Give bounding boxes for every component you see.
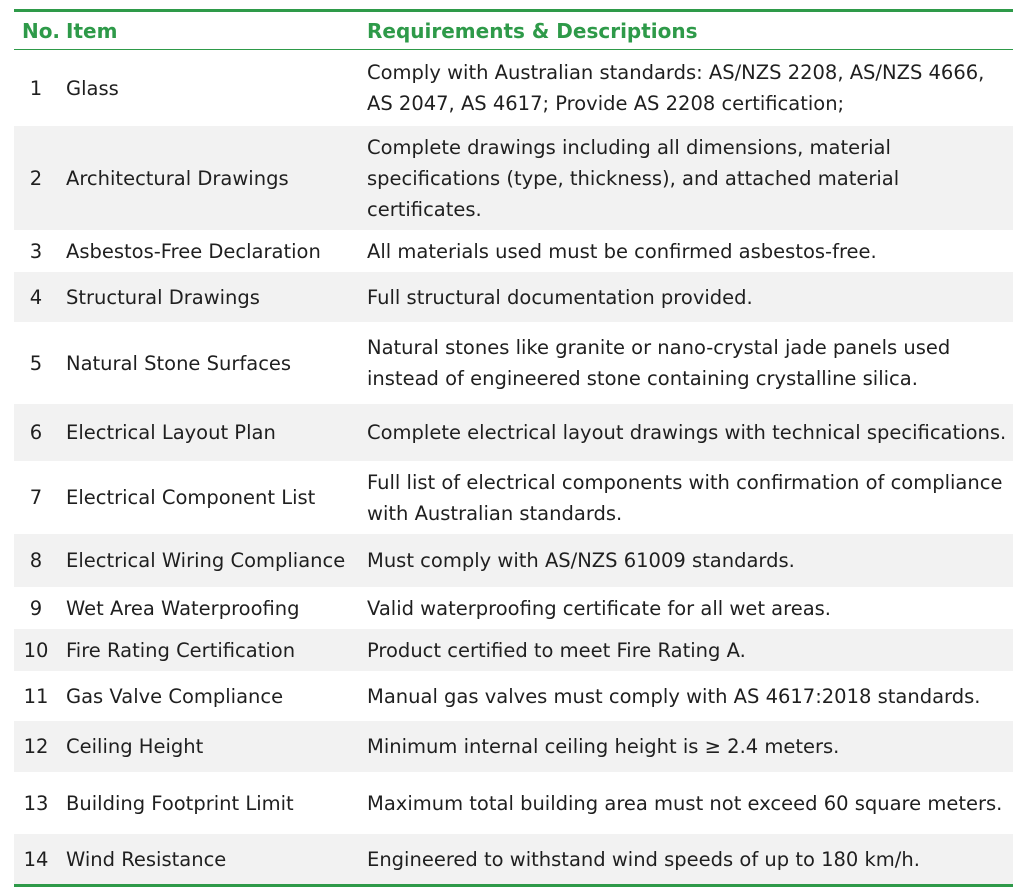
table-row bbox=[14, 126, 1013, 230]
table-row bbox=[14, 534, 1013, 587]
row-item: Fire Rating Certification bbox=[66, 638, 296, 662]
header-item: Item bbox=[66, 18, 118, 43]
row-description: Complete drawings including all dimensions, material specifications (type, thickness), and attached material certificates. bbox=[367, 135, 900, 221]
row-number: 11 bbox=[23, 684, 49, 708]
row-number: 2 bbox=[29, 166, 43, 190]
row-number: 4 bbox=[29, 285, 43, 309]
row-description: Full structural documentation provided. bbox=[367, 285, 753, 309]
row-item: Architectural Drawings bbox=[66, 166, 289, 190]
row-description: Minimum internal ceiling height is ≥ 2.4 meters. bbox=[367, 735, 840, 758]
row-number: 12 bbox=[23, 735, 49, 758]
row-item: Glass bbox=[66, 76, 119, 100]
row-description: Valid waterproofing certificate for all wet areas. bbox=[367, 596, 832, 620]
table-row bbox=[14, 272, 1013, 322]
table-row bbox=[14, 587, 1013, 629]
table-header bbox=[14, 12, 1013, 50]
row-description: Full list of electrical components with confirmation of compliance with Australian standards. bbox=[367, 470, 1003, 525]
row-number: 14 bbox=[23, 847, 49, 871]
row-item: Asbestos-Free Declaration bbox=[66, 239, 321, 263]
table-row bbox=[14, 230, 1013, 272]
header-no: No. bbox=[21, 18, 61, 43]
table-row bbox=[14, 50, 1013, 126]
row-description: Product certified to meet Fire Rating A. bbox=[367, 638, 746, 662]
row-number: 1 bbox=[29, 76, 43, 100]
row-number: 3 bbox=[29, 239, 43, 263]
row-number: 7 bbox=[29, 486, 43, 509]
row-description: Natural stones like granite or nano-crystal jade panels used instead of engineered stone containing crystalline silica. bbox=[367, 336, 951, 390]
row-description: Comply with Australian standards: AS/NZS 2208, AS/NZS 4666, AS 2047, AS 4617; Provide AS 2208 certification; bbox=[367, 61, 985, 115]
row-item: Electrical Wiring Compliance bbox=[66, 549, 346, 572]
row-item: Wet Area Waterproofing bbox=[66, 596, 300, 620]
header-description: Requirements & Descriptions bbox=[367, 18, 698, 43]
row-item: Gas Valve Compliance bbox=[66, 684, 284, 708]
row-description: All materials used must be confirmed asbestos-free. bbox=[367, 239, 877, 263]
row-description: Manual gas valves must comply with AS 4617:2018 standards. bbox=[367, 684, 981, 708]
table-row bbox=[14, 671, 1013, 721]
row-number: 6 bbox=[29, 421, 43, 444]
bottom-rule bbox=[14, 884, 1013, 887]
row-item: Natural Stone Surfaces bbox=[66, 351, 292, 375]
row-item: Electrical Component List bbox=[66, 486, 316, 509]
table-row bbox=[14, 404, 1013, 461]
row-number: 5 bbox=[29, 351, 43, 375]
row-item: Ceiling Height bbox=[66, 735, 204, 758]
row-description: Complete electrical layout drawings with technical specifications. bbox=[367, 421, 1007, 444]
requirements-table bbox=[14, 9, 1013, 887]
row-number: 13 bbox=[23, 791, 49, 815]
table-row bbox=[14, 322, 1013, 404]
row-number: 9 bbox=[29, 596, 43, 620]
row-item: Building Footprint Limit bbox=[66, 791, 294, 815]
row-number: 10 bbox=[23, 638, 49, 662]
row-description: Engineered to withstand wind speeds of up to 180 km/h. bbox=[367, 847, 920, 871]
table-row bbox=[14, 721, 1013, 772]
row-item: Electrical Layout Plan bbox=[66, 421, 276, 444]
row-number: 8 bbox=[29, 549, 43, 572]
row-item: Structural Drawings bbox=[66, 285, 260, 309]
table-row bbox=[14, 629, 1013, 671]
table-row bbox=[14, 772, 1013, 834]
table-row bbox=[14, 461, 1013, 534]
table-row bbox=[14, 834, 1013, 884]
row-item: Wind Resistance bbox=[66, 847, 227, 871]
row-description: Maximum total building area must not exceed 60 square meters. bbox=[367, 791, 1003, 815]
row-description: Must comply with AS/NZS 61009 standards. bbox=[367, 549, 795, 572]
